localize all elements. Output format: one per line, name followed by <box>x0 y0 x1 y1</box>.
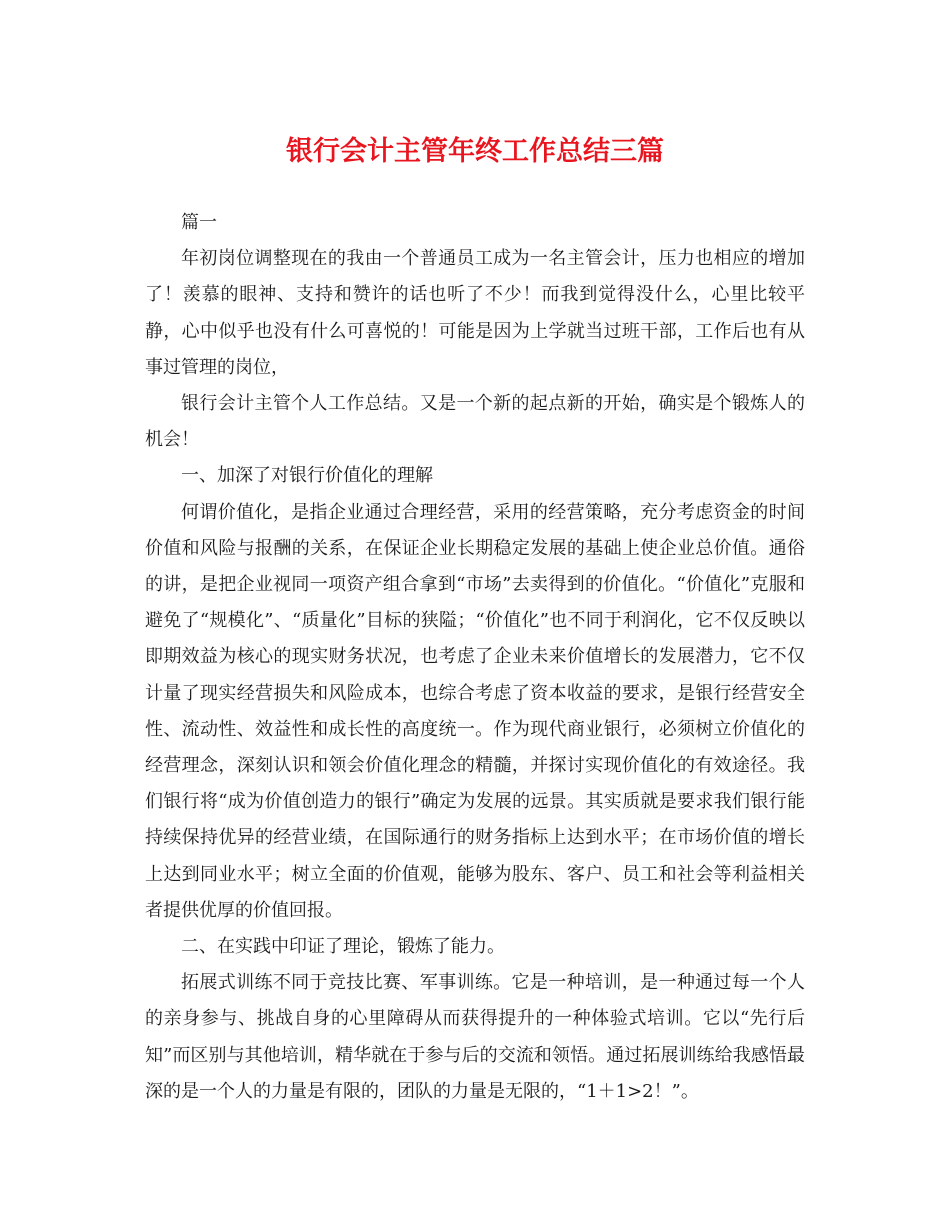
section-heading-two: 二、在实践中印证了理论，锻炼了能力。 <box>181 936 505 958</box>
section-heading-one: 一、加深了对银行价值化的理解 <box>181 465 433 487</box>
section-heading-pian-yi: 篇一 <box>181 212 217 233</box>
paragraph-outward-training: 拓展式训练不同于竞技比赛、军事训练。它是一种培训，是一种通过每一个人的亲身参与、挑战自身的心里障碍从而获得提升的一种体验式培训。它以“先行后知”而区别与其他培训，精华就在于参与后的交流和领悟。通过拓展训练给我感悟最深的是一个人的力量是有限的，团队的力量是无限的，“1＋1>2！”。 <box>145 972 805 1102</box>
paragraph-intro: 年初岗位调整现在的我由一个普通员工成为一名主管会计，压力也相应的增加了！羡慕的眼神、支持和赞许的话也听了不少！而我到觉得没什么，心里比较平静，心中似乎也没有什么可喜悦的！可能是因为上学就当过班干部，工作后也有从事过管理的岗位， <box>145 248 805 378</box>
paragraph-value-maximization: 何谓价值化，是指企业通过合理经营，采用的经营策略，充分考虑资金的时间价值和风险与报酬的关系，在保证企业长期稳定发展的基础上使企业总价值。通俗的讲，是把企业视同一项资产组合拿到“市场”去卖得到的价值化。“价值化”克服和避免了“规模化”、“质量化”目标的狭隘；“价值化”也不同于利润化，它不仅反映以即期效益为核心的现实财务状况，也考虑了企业未来价值增长的发展潜力，它不仅计量了现实经营损失和风险成本，也综合考虑了资本收益的要求，是银行经营安全性、流动性、效益性和成长性的高度统一。作为现代商业银行，必须树立价值化的经营理念，深刻认识和领会价值化理念的精髓，并探讨实现价值化的有效途径。我们银行将“成为价值创造力的银行”确定为发展的远景。其实质就是要求我们银行能持续保持优异的经营业绩，在国际通行的财务指标上达到水平；在市场价值的增长上达到同业水平；树立全面的价值观，能够为股东、客户、员工和社会等利益相关者提供优厚的价值回报。 <box>145 501 805 921</box>
document-body <box>145 205 805 1110</box>
paragraph-new-start: 银行会计主管个人工作总结。又是一个新的起点新的开始，确实是个锻炼人的机会！ <box>145 393 805 451</box>
document-title: 银行会计主管年终工作总结三篇 <box>286 136 664 167</box>
